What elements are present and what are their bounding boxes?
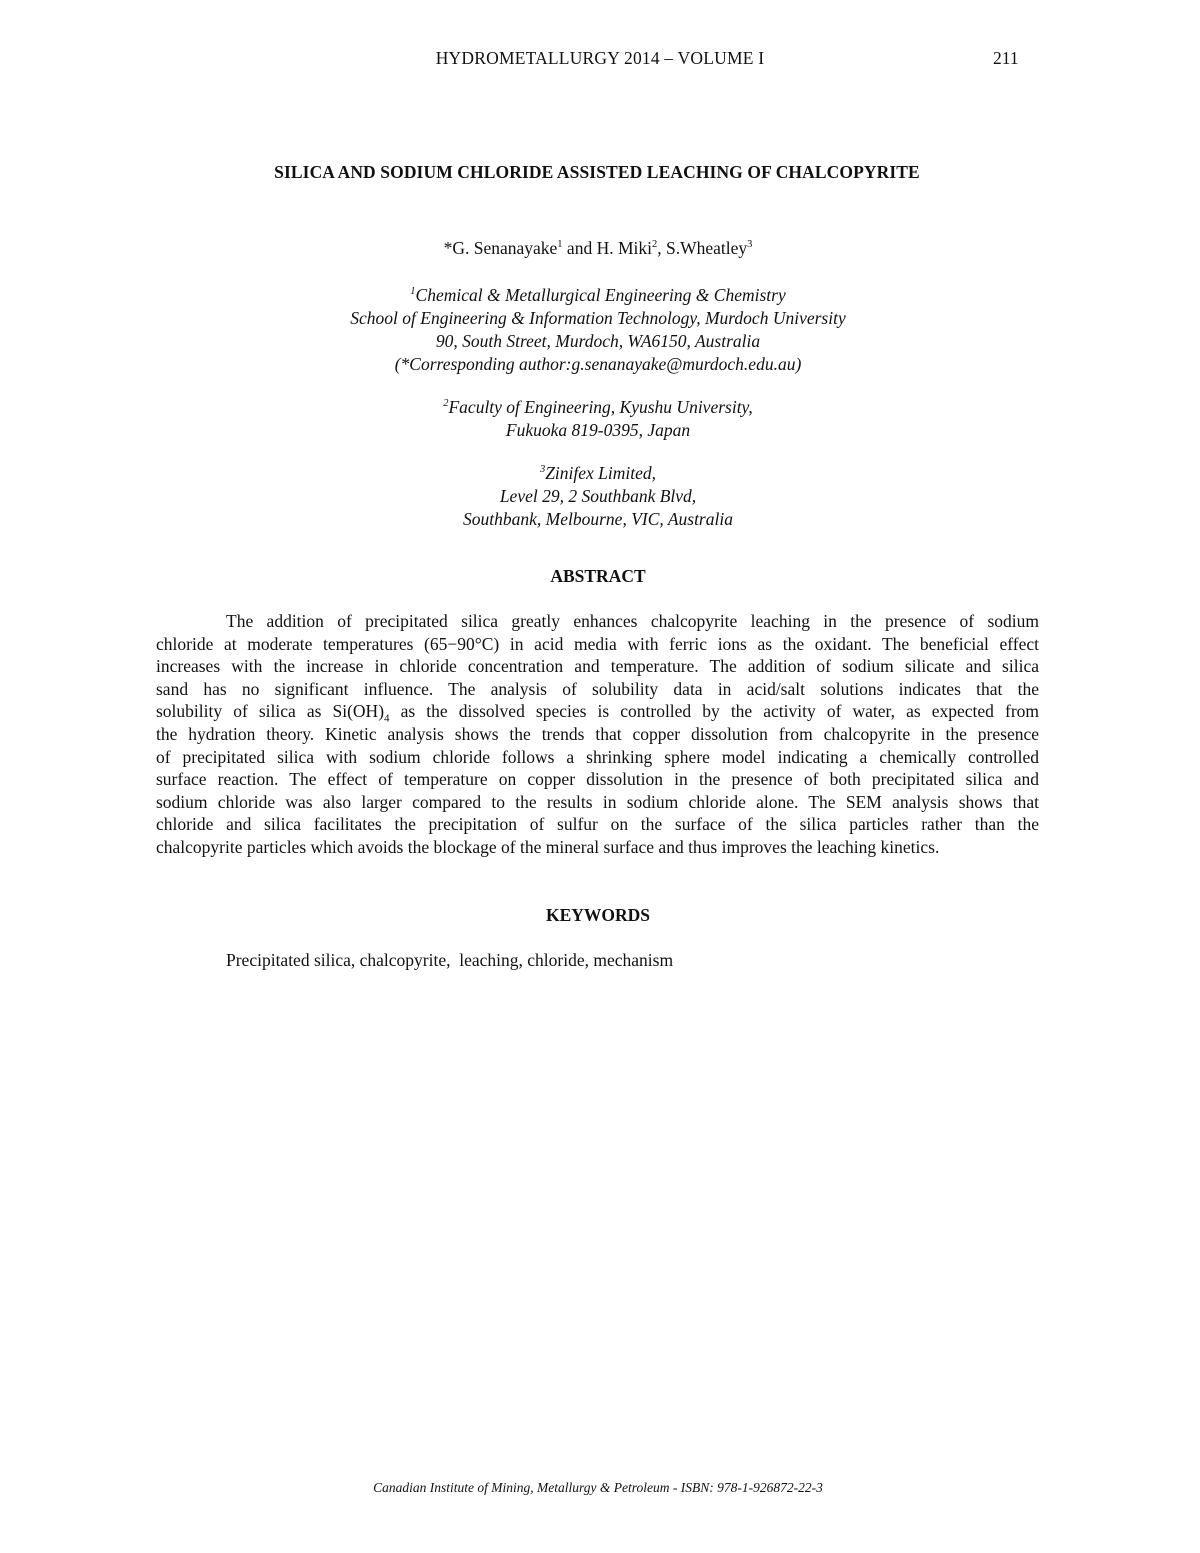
author-name: , S.Wheatley: [657, 238, 748, 258]
abstract-heading: ABSTRACT: [550, 566, 646, 586]
abstract-line: chalcopyrite particles which avoids the blockage of the mineral surface and thus improves the leaching kinetics.: [156, 836, 940, 857]
affiliation-line: Level 29, 2 Southbank Blvd,: [499, 486, 697, 506]
affiliation-line: Fukuoka 819-0395, Japan: [505, 420, 691, 440]
author-list: [0, 238, 1196, 259]
affiliation-line: $^2$Faculty of Engineering, Kyushu University,: [443, 397, 753, 417]
author-affiliation-mark: 3: [747, 239, 753, 251]
paper-title: SILICA AND SODIUM CHLORIDE ASSISTED LEACHING OF CHALCOPYRITE: [274, 162, 920, 182]
author-name: and H. Miki: [562, 238, 652, 258]
running-header: HYDROMETALLURGY 2014 – VOLUME I: [435, 48, 765, 68]
affiliation-3: [0, 462, 1196, 531]
keywords-list: Precipitated silica, chalcopyrite, leaching, chloride, mechanism: [226, 950, 674, 970]
abstract-line: sand has no significant influence. The analysis of solubility data in acid/salt solutions indicates that the: [156, 678, 1039, 699]
keywords-heading: KEYWORDS: [545, 905, 651, 925]
author-affiliation-mark: 2: [652, 239, 658, 251]
abstract-line: surface reaction. The effect of temperature on copper dissolution in the presence of both precipitated silica and: [156, 769, 1039, 790]
affiliation-line: Southbank, Melbourne, VIC, Australia: [463, 509, 733, 529]
affiliation-mark: 1: [410, 286, 416, 298]
abstract-line: the hydration theory. Kinetic analysis shows the trends that copper dissolution from chalcopyrite in the presence: [156, 723, 1039, 744]
abstract-line: solubility of silica as $Si(OH)_4$ as the dissolved species is controlled by the activity of water, as expected from: [156, 701, 1040, 725]
affiliation-2: [0, 396, 1196, 442]
affiliation-mark: 2: [443, 398, 449, 410]
abstract-line: The addition of precipitated silica greatly enhances chalcopyrite leaching in the presence of sodium: [226, 611, 1039, 631]
affiliation-1: [0, 284, 1196, 376]
abstract-line: sodium chloride was also larger compared to the results in sodium chloride alone. The SEM analysis shows that: [156, 791, 1039, 812]
affiliation-line: $^3$Zinifex Limited,: [539, 463, 657, 483]
page-number: 211: [993, 48, 1019, 68]
abstract-body: [156, 610, 1039, 859]
author-affiliation-mark: 1: [557, 239, 563, 251]
abstract-line: chloride and silica facilitates the precipitation of sulfur on the surface of the silica particles rather than the: [156, 814, 1039, 835]
affiliation-mark: 3: [539, 464, 546, 476]
affiliation-line: 90, South Street, Murdoch, WA6150, Australia: [435, 331, 761, 351]
abstract-line: of precipitated silica with sodium chloride follows a shrinking sphere model indicating a chemically controlled: [156, 746, 1039, 767]
abstract-line: increases with the increase in chloride concentration and temperature. The addition of sodium silicate and silica: [156, 656, 1039, 677]
affiliation-line: $^1$Chemical & Metallurgical Engineering & Chemistry: [410, 285, 786, 305]
affiliation-line: (*Corresponding author:g.senanayake@murdoch.edu.au): [394, 354, 802, 374]
author-name: *G. Senanayake: [443, 238, 558, 258]
abstract-line: chloride at moderate temperatures (65−90°C) in acid media with ferric ions as the oxidant. The beneficial effect: [156, 633, 1039, 654]
affiliation-line: School of Engineering & Information Technology, Murdoch University: [350, 308, 846, 328]
page-footer: Canadian Institute of Mining, Metallurgy & Petroleum - ISBN: 978-1-926872-22-3: [373, 1480, 823, 1495]
